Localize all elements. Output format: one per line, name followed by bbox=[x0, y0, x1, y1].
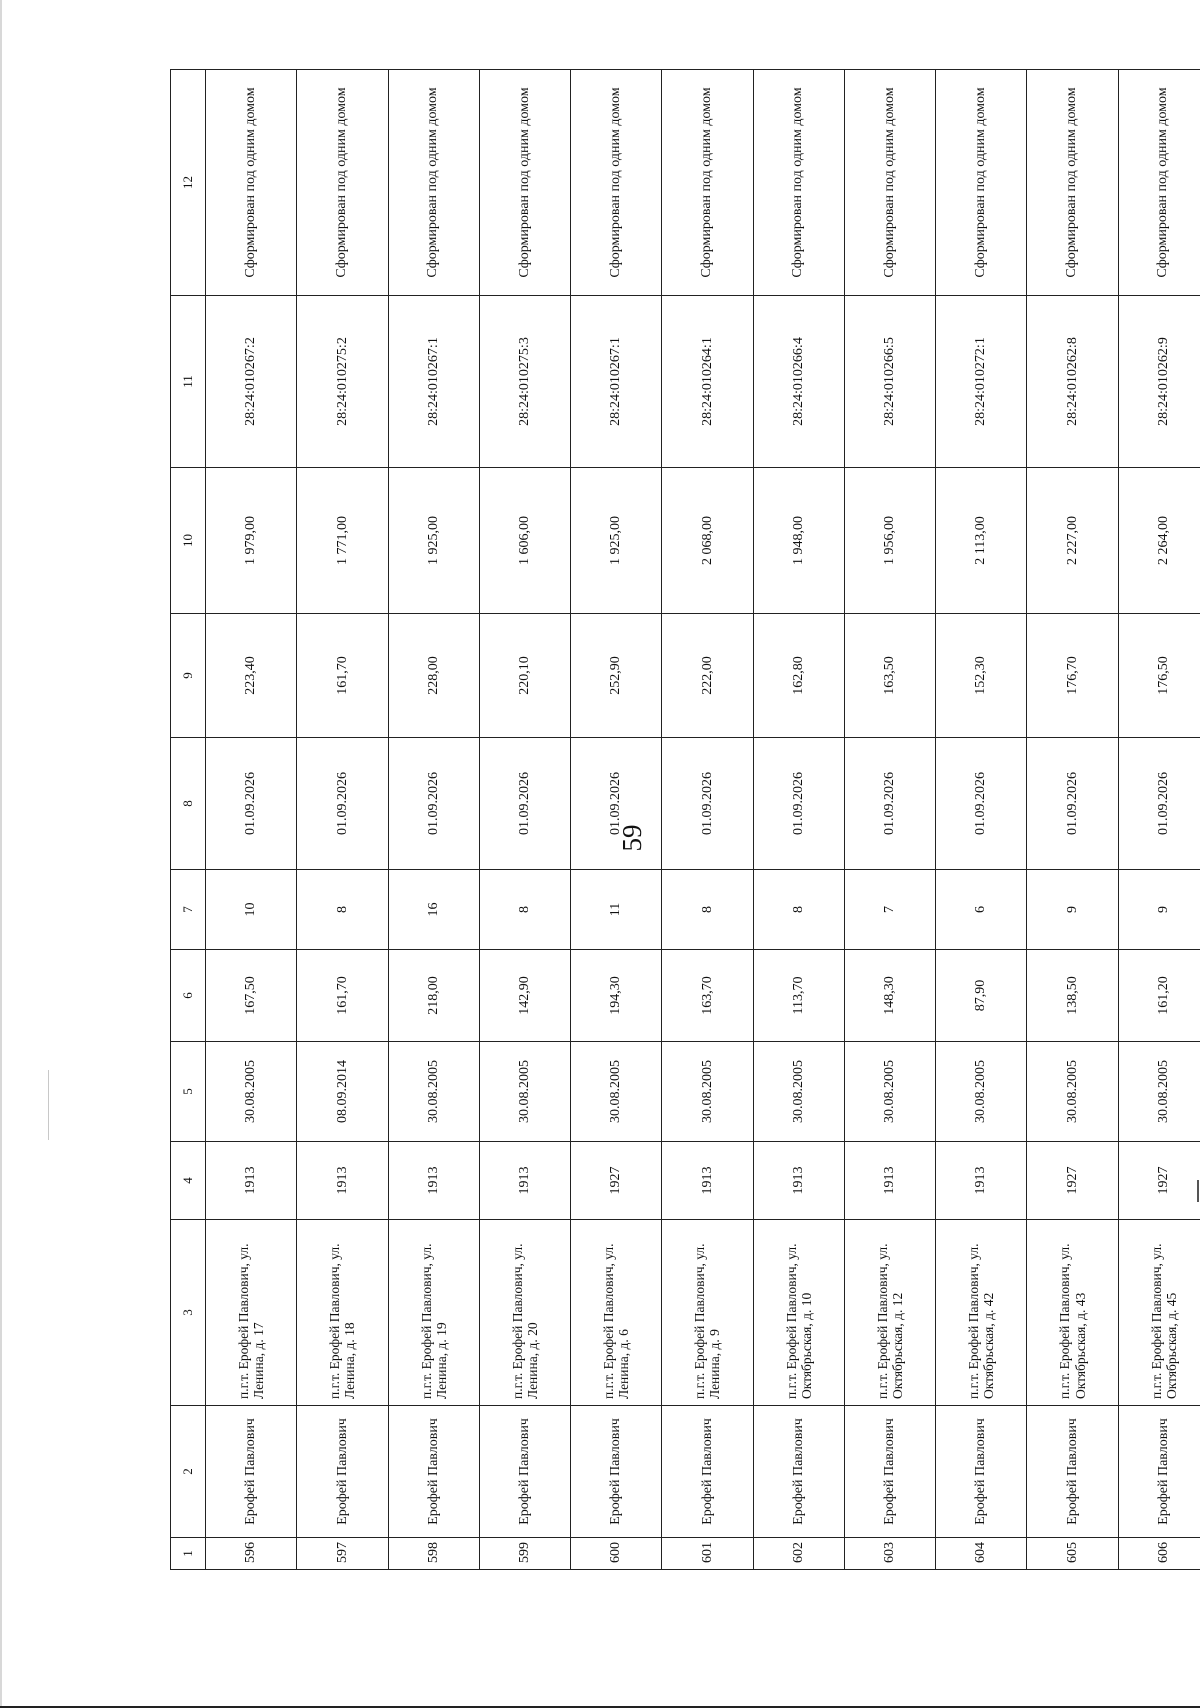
table-cell: 163,70 bbox=[662, 950, 753, 1042]
table-row bbox=[662, 70, 753, 1570]
table-cell: Сформирован под одним домом bbox=[936, 70, 1027, 296]
table-cell: 167,50 bbox=[206, 950, 297, 1042]
table-cell: Ерофей Павлович bbox=[297, 1406, 388, 1538]
table-cell: 7 bbox=[844, 870, 935, 950]
table-row bbox=[571, 70, 662, 1570]
table-cell: 28:24:010266:5 bbox=[844, 296, 935, 468]
table-cell: 01.09.2026 bbox=[662, 738, 753, 870]
table-cell: 601 bbox=[662, 1538, 753, 1570]
table-cell: 01.09.2026 bbox=[297, 738, 388, 870]
table-cell: 176,50 bbox=[1118, 614, 1200, 738]
table-cell: Ерофей Павлович bbox=[479, 1406, 570, 1538]
table-cell: Сформирован под одним домом bbox=[297, 70, 388, 296]
table-cell: 1 956,00 bbox=[844, 468, 935, 614]
table-cell: 28:24:010272:1 bbox=[936, 296, 1027, 468]
table-cell: 162,80 bbox=[753, 614, 844, 738]
table-cell: 28:24:010262:8 bbox=[1027, 296, 1118, 468]
table-cell: п.г.т. Ерофей Павлович, ул. Октябрьская, д. 43 bbox=[1027, 1220, 1118, 1406]
header-cell: 8 bbox=[171, 738, 206, 870]
table-cell: п.г.т. Ерофей Павлович, ул. Октябрьская, д. 45 bbox=[1118, 1220, 1200, 1406]
table-cell: 28:24:010267:2 bbox=[206, 296, 297, 468]
table-cell: Сформирован под одним домом bbox=[844, 70, 935, 296]
table-cell: 604 bbox=[936, 1538, 1027, 1570]
header-cell: 2 bbox=[171, 1406, 206, 1538]
table-cell: Ерофей Павлович bbox=[936, 1406, 1027, 1538]
table-cell: 1927 bbox=[1027, 1142, 1118, 1220]
table-cell: 8 bbox=[479, 870, 570, 950]
table-cell: 605 bbox=[1027, 1538, 1118, 1570]
header-cell: 6 bbox=[171, 950, 206, 1042]
table-cell: 28:24:010267:1 bbox=[388, 296, 479, 468]
table-row bbox=[479, 70, 570, 1570]
table-cell: 30.08.2005 bbox=[1027, 1042, 1118, 1142]
table-cell: Сформирован под одним домом bbox=[206, 70, 297, 296]
table-cell: Сформирован под одним домом bbox=[1027, 70, 1118, 296]
header-cell: 7 bbox=[171, 870, 206, 950]
table-cell: 01.09.2026 bbox=[753, 738, 844, 870]
header-cell: 11 bbox=[171, 296, 206, 468]
table-cell: 2 068,00 bbox=[662, 468, 753, 614]
table-cell: 1927 bbox=[1118, 1142, 1200, 1220]
table-cell: 1 925,00 bbox=[571, 468, 662, 614]
table-cell: 228,00 bbox=[388, 614, 479, 738]
table-cell: 218,00 bbox=[388, 950, 479, 1042]
table-cell: 9 bbox=[1027, 870, 1118, 950]
table-cell: Сформирован под одним домом bbox=[662, 70, 753, 296]
table-cell: 1 771,00 bbox=[297, 468, 388, 614]
table-cell: 28:24:010264:1 bbox=[662, 296, 753, 468]
header-cell: 5 bbox=[171, 1042, 206, 1142]
table-row bbox=[1027, 70, 1118, 1570]
table-cell: 28:24:010262:9 bbox=[1118, 296, 1200, 468]
table-cell: п.г.т. Ерофей Павлович, ул. Ленина, д. 17 bbox=[206, 1220, 297, 1406]
table-cell: Ерофей Павлович bbox=[844, 1406, 935, 1538]
header-row bbox=[171, 70, 206, 1570]
table-cell: 28:24:010275:3 bbox=[479, 296, 570, 468]
table-cell: 1 979,00 bbox=[206, 468, 297, 614]
table-cell: п.г.т. Ерофей Павлович, ул. Ленина, д. 9 bbox=[662, 1220, 753, 1406]
table-cell: 01.09.2026 bbox=[936, 738, 1027, 870]
table-row bbox=[936, 70, 1027, 1570]
table-cell: 223,40 bbox=[206, 614, 297, 738]
table-cell: 01.09.2026 bbox=[571, 738, 662, 870]
table-cell: Ерофей Павлович bbox=[753, 1406, 844, 1538]
header-cell: 4 bbox=[171, 1142, 206, 1220]
table-cell: Ерофей Павлович bbox=[388, 1406, 479, 1538]
page-number: 59 bbox=[617, 824, 647, 852]
header-cell: 12 bbox=[171, 70, 206, 296]
table-cell: 161,70 bbox=[297, 614, 388, 738]
table-cell: 01.09.2026 bbox=[388, 738, 479, 870]
header-cell: 9 bbox=[171, 614, 206, 738]
table-row bbox=[297, 70, 388, 1570]
table-cell: 598 bbox=[388, 1538, 479, 1570]
table-row bbox=[753, 70, 844, 1570]
header-cell: 3 bbox=[171, 1220, 206, 1406]
table-cell: 1913 bbox=[662, 1142, 753, 1220]
table-cell: 8 bbox=[753, 870, 844, 950]
table-cell: 30.08.2005 bbox=[388, 1042, 479, 1142]
table-cell: 600 bbox=[571, 1538, 662, 1570]
table-cell: 602 bbox=[753, 1538, 844, 1570]
table-cell: Ерофей Павлович bbox=[571, 1406, 662, 1538]
table-cell: 01.09.2026 bbox=[206, 738, 297, 870]
table-cell: 606 bbox=[1118, 1538, 1200, 1570]
table-cell: 30.08.2005 bbox=[1118, 1042, 1200, 1142]
table-cell: 30.08.2005 bbox=[206, 1042, 297, 1142]
table-cell: 30.08.2005 bbox=[753, 1042, 844, 1142]
table-cell: 30.08.2005 bbox=[844, 1042, 935, 1142]
table-cell: 30.08.2005 bbox=[571, 1042, 662, 1142]
table-cell: п.г.т. Ерофей Павлович, ул. Ленина, д. 20 bbox=[479, 1220, 570, 1406]
table-cell: 8 bbox=[297, 870, 388, 950]
table-cell: 2 113,00 bbox=[936, 468, 1027, 614]
table-cell: 142,90 bbox=[479, 950, 570, 1042]
table-cell: п.г.т. Ерофей Павлович, ул. Октябрьская, д. 12 bbox=[844, 1220, 935, 1406]
table-cell: 603 bbox=[844, 1538, 935, 1570]
table-cell: 161,20 bbox=[1118, 950, 1200, 1042]
table-cell: 2 264,00 bbox=[1118, 468, 1200, 614]
scan-left-edge bbox=[0, 0, 2, 1708]
table-cell: 163,50 bbox=[844, 614, 935, 738]
table-cell: п.г.т. Ерофей Павлович, ул. Ленина, д. 18 bbox=[297, 1220, 388, 1406]
table-cell: 28:24:010267:1 bbox=[571, 296, 662, 468]
table-cell: 1 925,00 bbox=[388, 468, 479, 614]
table-cell: 148,30 bbox=[844, 950, 935, 1042]
table-cell: 222,00 bbox=[662, 614, 753, 738]
table-cell: 01.09.2026 bbox=[844, 738, 935, 870]
table-cell: 9 bbox=[1118, 870, 1200, 950]
table-row bbox=[844, 70, 935, 1570]
table-cell: Сформирован под одним домом bbox=[753, 70, 844, 296]
table-cell: 08.09.2014 bbox=[297, 1042, 388, 1142]
header-cell: 1 bbox=[171, 1538, 206, 1570]
table-cell: Сформирован под одним домом bbox=[479, 70, 570, 296]
table-cell: 596 bbox=[206, 1538, 297, 1570]
table-cell: Ерофей Павлович bbox=[206, 1406, 297, 1538]
table-cell: п.г.т. Ерофей Павлович, ул. Ленина, д. 6 bbox=[571, 1220, 662, 1406]
table-cell: Ерофей Павлович bbox=[662, 1406, 753, 1538]
table-cell: 28:24:010275:2 bbox=[297, 296, 388, 468]
table-cell: 138,50 bbox=[1027, 950, 1118, 1042]
table-cell: 1927 bbox=[571, 1142, 662, 1220]
table-row bbox=[206, 70, 297, 1570]
registry-table-body bbox=[171, 70, 1200, 1570]
table-cell: 6 bbox=[936, 870, 1027, 950]
table-cell: 28:24:010266:4 bbox=[753, 296, 844, 468]
table-cell: 30.08.2005 bbox=[936, 1042, 1027, 1142]
table-cell: 1913 bbox=[936, 1142, 1027, 1220]
table-cell: 161,70 bbox=[297, 950, 388, 1042]
scan-artifact bbox=[48, 1070, 49, 1140]
header-cell: 10 bbox=[171, 468, 206, 614]
table-cell: 1913 bbox=[297, 1142, 388, 1220]
table-cell: 152,30 bbox=[936, 614, 1027, 738]
table-cell: 1913 bbox=[206, 1142, 297, 1220]
table-cell: 16 bbox=[388, 870, 479, 950]
table-cell: Ерофей Павлович bbox=[1118, 1406, 1200, 1538]
table-cell: Ерофей Павлович bbox=[1027, 1406, 1118, 1538]
table-cell: 599 bbox=[479, 1538, 570, 1570]
table-cell: 8 bbox=[662, 870, 753, 950]
table-row bbox=[388, 70, 479, 1570]
table-cell: п.г.т. Ерофей Павлович, ул. Ленина, д. 19 bbox=[388, 1220, 479, 1406]
table-cell: 597 bbox=[297, 1538, 388, 1570]
table-cell: 194,30 bbox=[571, 950, 662, 1042]
table-cell: 01.09.2026 bbox=[1027, 738, 1118, 870]
table-cell: п.г.т. Ерофей Павлович, ул. Октябрьская, д. 10 bbox=[753, 1220, 844, 1406]
table-cell: 176,70 bbox=[1027, 614, 1118, 738]
table-cell: 113,70 bbox=[753, 950, 844, 1042]
table-cell: 1913 bbox=[753, 1142, 844, 1220]
table-cell: Сформирован под одним домом bbox=[1118, 70, 1200, 296]
table-cell: 252,90 bbox=[571, 614, 662, 738]
table-cell: 1913 bbox=[388, 1142, 479, 1220]
table-cell: 01.09.2026 bbox=[1118, 738, 1200, 870]
table-cell: п.г.т. Ерофей Павлович, ул. Октябрьская, д. 42 bbox=[936, 1220, 1027, 1406]
table-cell: 87,90 bbox=[936, 950, 1027, 1042]
table-cell: 11 bbox=[571, 870, 662, 950]
registry-table bbox=[170, 69, 1200, 1570]
table-cell: 1913 bbox=[479, 1142, 570, 1220]
table-cell: 30.08.2005 bbox=[662, 1042, 753, 1142]
table-cell: Сформирован под одним домом bbox=[388, 70, 479, 296]
table-row bbox=[1118, 70, 1200, 1570]
table-cell: 01.09.2026 bbox=[479, 738, 570, 870]
registry-table-wrapper bbox=[170, 70, 1200, 1570]
table-cell: 1 948,00 bbox=[753, 468, 844, 614]
table-cell: 2 227,00 bbox=[1027, 468, 1118, 614]
table-cell: 1 606,00 bbox=[479, 468, 570, 614]
table-cell: 30.08.2005 bbox=[479, 1042, 570, 1142]
table-cell: Сформирован под одним домом bbox=[571, 70, 662, 296]
table-cell: 1913 bbox=[844, 1142, 935, 1220]
table-cell: 10 bbox=[206, 870, 297, 950]
table-cell: 220,10 bbox=[479, 614, 570, 738]
